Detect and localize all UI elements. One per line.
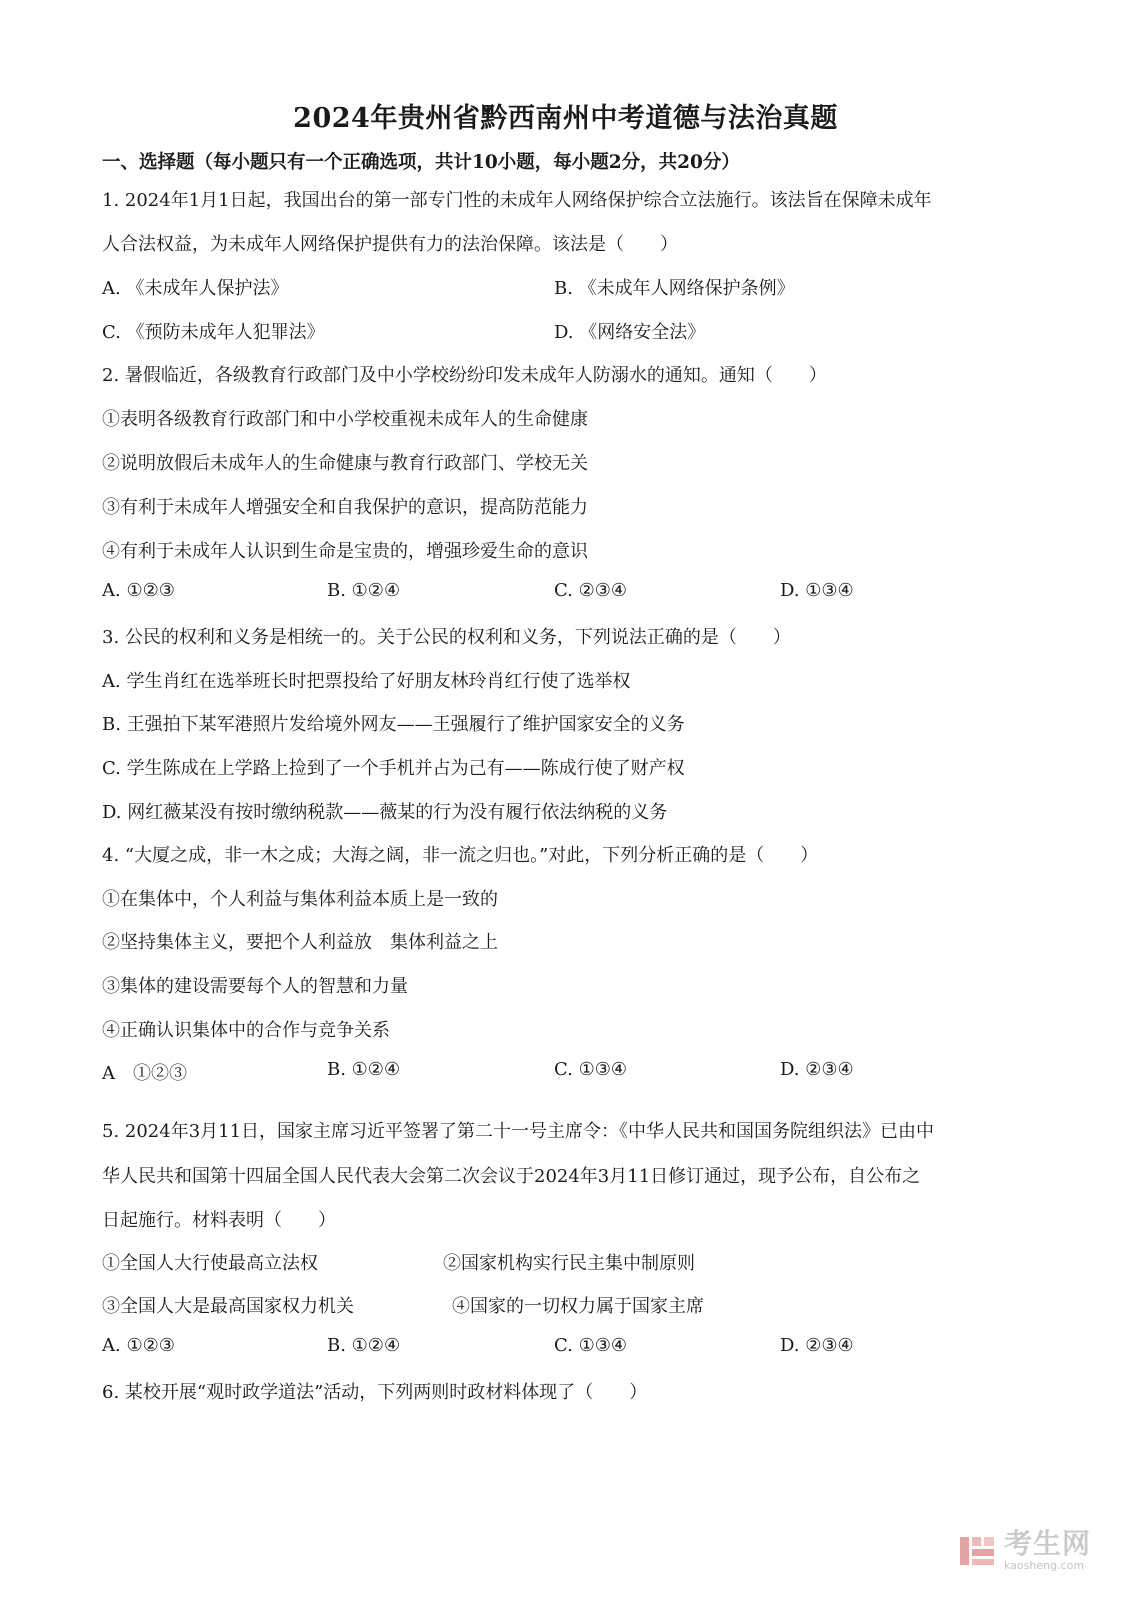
q4-option-b: B. ①②④	[327, 1059, 401, 1080]
q4-stem: 4. “大厦之成，非一木之成；大海之阔，非一流之归也。”对此，下列分析正确的是（ ）	[102, 845, 819, 866]
q5-statement-1: ①全国人大行使最高立法权	[102, 1253, 318, 1274]
q5-stem-line2: 华人民共和国第十四届全国人民代表大会第二次会议于2024年3月11日修订通过，现予公布，自公布之	[102, 1166, 921, 1187]
q2-statement-2: ②说明放假后未成年人的生命健康与教育行政部门、学校无关	[102, 453, 588, 474]
q2-option-a: A. ①②③	[102, 580, 175, 601]
q3-stem: 3. 公民的权利和义务是相统一的。关于公民的权利和义务，下列说法正确的是（ ）	[102, 627, 791, 648]
q4-option-c: C. ①③④	[554, 1059, 627, 1080]
q5-statement-2: ②国家机构实行民主集中制原则	[443, 1253, 695, 1274]
q4-option-d: D. ②③④	[780, 1059, 854, 1080]
q1-option-c: C. 《预防未成年人犯罪法》	[102, 322, 325, 343]
q4-statement-1: ①在集体中，个人利益与集体利益本质上是一致的	[102, 889, 498, 910]
q2-option-b: B. ①②④	[327, 580, 401, 601]
q5-option-c: C. ①③④	[554, 1335, 627, 1356]
q4-statement-3: ③集体的建设需要每个人的智慧和力量	[102, 976, 408, 997]
q6-stem: 6. 某校开展“观时政学道法”活动，下列两则时政材料体现了（ ）	[102, 1382, 648, 1403]
q5-option-b: B. ①②④	[327, 1335, 401, 1356]
q1-option-d: D. 《网络安全法》	[554, 322, 706, 343]
page-title: 2024年贵州省黔西南州中考道德与法治真题	[293, 103, 838, 134]
q2-statement-1: ①表明各级教育行政部门和中小学校重视未成年人的生命健康	[102, 409, 588, 430]
q1-option-a: A. 《未成年人保护法》	[102, 278, 289, 299]
q1-stem-line2: 人合法权益，为未成年人网络保护提供有力的法治保障。该法是（ ）	[102, 234, 678, 255]
q5-statement-3: ③全国人大是最高国家权力机关	[102, 1296, 354, 1317]
q3-option-a: A. 学生肖红在选举班长时把票投给了好朋友林玲肖红行使了选举权	[102, 671, 631, 692]
section-heading: 一、选择题（每小题只有一个正确选项，共计10小题，每小题2分，共20分）	[102, 152, 740, 173]
q2-statement-4: ④有利于未成年人认识到生命是宝贵的，增强珍爱生命的意识	[102, 541, 588, 562]
q4-statement-4: ④正确认识集体中的合作与竞争关系	[102, 1020, 390, 1041]
watermark-logo-icon	[958, 1533, 998, 1569]
q4-option-a: A ①②③	[102, 1063, 187, 1084]
q3-option-d: D. 网红薇某没有按时缴纳税款——薇某的行为没有履行依法纳税的义务	[102, 802, 668, 823]
watermark	[958, 1527, 1091, 1572]
q5-option-d: D. ②③④	[780, 1335, 854, 1356]
q1-stem-line1: 1. 2024年1月1日起，我国出台的第一部专门性的未成年人网络保护综合立法施行。该法旨在保障未成年	[102, 190, 932, 211]
q5-stem-line3: 日起施行。材料表明（ ）	[102, 1210, 336, 1231]
q1-option-b: B. 《未成年人网络保护条例》	[554, 278, 795, 299]
q4-statement-2: ②坚持集体主义，要把个人利益放 集体利益之上	[102, 932, 498, 953]
watermark-url: kaosheng.com	[1003, 1559, 1085, 1572]
q2-statement-3: ③有利于未成年人增强安全和自我保护的意识，提高防范能力	[102, 497, 588, 518]
q2-option-d: D. ①③④	[780, 580, 854, 601]
watermark-name: 考生网	[1003, 1527, 1091, 1560]
q5-option-a: A. ①②③	[102, 1335, 175, 1356]
q5-statement-4: ④国家的一切权力属于国家主席	[452, 1296, 704, 1317]
q3-option-c: C. 学生陈成在上学路上捡到了一个手机并占为己有——陈成行使了财产权	[102, 758, 685, 779]
q3-option-b: B. 王强拍下某军港照片发给境外网友——王强履行了维护国家安全的义务	[102, 714, 685, 735]
q2-option-c: C. ②③④	[554, 580, 627, 601]
q2-stem: 2. 暑假临近，各级教育行政部门及中小学校纷纷印发未成年人防溺水的通知。通知（ ）	[102, 365, 827, 386]
q5-stem-line1: 5. 2024年3月11日，国家主席习近平签署了第二十一号主席令：《中华人民共和国国务院组织法》已由中	[102, 1121, 935, 1142]
